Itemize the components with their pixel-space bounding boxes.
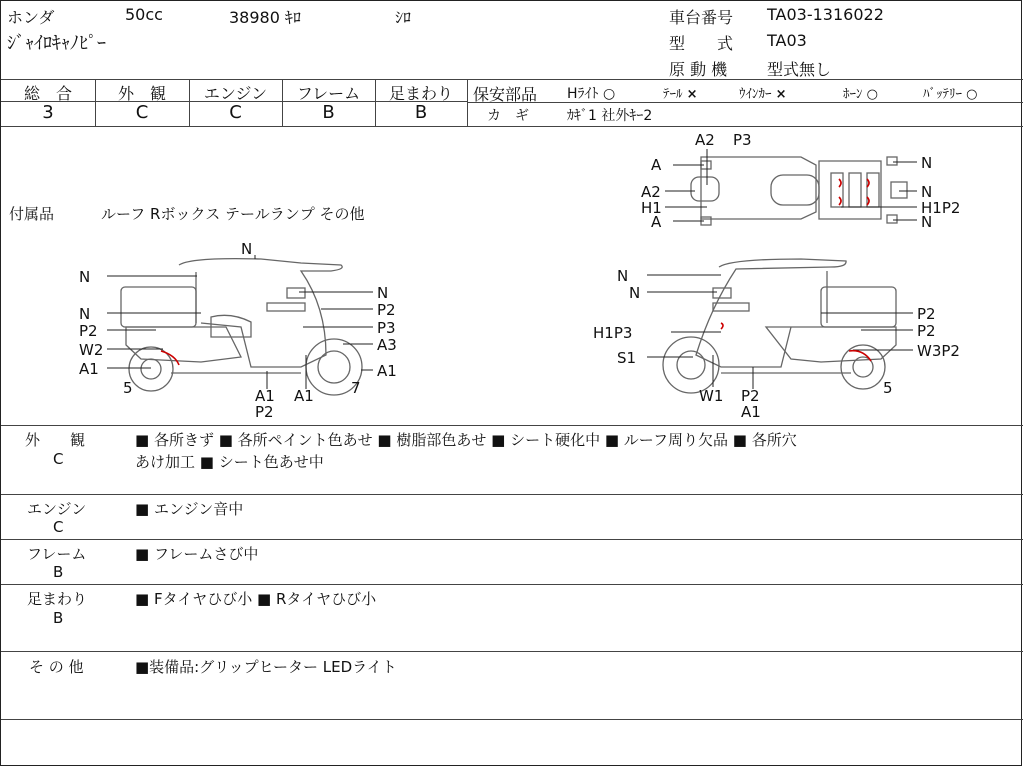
mark-circle-icon: ○ [602, 86, 616, 102]
section-frame-title: フレーム [27, 545, 87, 563]
grade-overall: 3 [42, 102, 54, 123]
mark-circle-icon: ○ [866, 87, 878, 102]
section-suspension-grade: B [53, 609, 64, 627]
section-exterior-title: 外 観 [25, 431, 86, 449]
section-frame-line-1: ■ フレームさび中 [135, 545, 259, 563]
left-label-n-top: N [241, 240, 253, 258]
safety-label: 保安部品 [473, 85, 538, 104]
type-label: 型 式 [669, 34, 734, 53]
accessories-label: 付属品 [9, 205, 55, 223]
mileage: 38980 ｷﾛ [229, 8, 301, 27]
grade-header-suspension: 足まわり [388, 84, 453, 103]
engine-value: 型式無し [767, 60, 832, 79]
section-exterior-line-2: あけ加工 ■ シート色あせ中 [135, 453, 324, 471]
left-label-a1-c: A1 [255, 387, 275, 405]
section-frame-grade: B [53, 563, 64, 581]
grade-exterior: C [135, 102, 149, 123]
left-label-p2: P2 [377, 301, 396, 319]
left-label-w2: W2 [79, 341, 104, 359]
safety-item-winker: ｳｲﾝｶｰ × [739, 87, 787, 102]
safety-item-headlight: Hﾗｲﾄ ○ [567, 86, 616, 102]
grade-header-overall: 総 合 [23, 84, 72, 103]
safety-item-battery: ﾊﾞｯﾃﾘｰ ○ [923, 87, 978, 102]
left-label-a1: A1 [79, 360, 99, 378]
key-value: ｶｷﾞ1 社外ｷｰ2 [567, 108, 653, 124]
right-label-a1: A1 [741, 403, 761, 421]
section-exterior-line-1: ■ 各所きず ■ 各所ペイント色あせ ■ 樹脂部色あせ ■ シート硬化中 ■ ルーフ周り欠品 ■ 各所穴 [135, 431, 797, 449]
right-label-p2-c: P2 [741, 387, 760, 405]
left-label-a1-d: A1 [294, 387, 314, 405]
right-label-s1: S1 [617, 349, 637, 367]
section-suspension-line-1: ■ Fタイヤひび小 ■ Rタイヤひび小 [135, 590, 377, 608]
top-label-a2: A2 [695, 131, 715, 149]
left-label-p2-b: P2 [79, 322, 98, 340]
safety-item-tail: ﾃｰﾙ × [663, 87, 698, 102]
right-label-w1: W1 [699, 387, 724, 405]
color: ｼﾛ [395, 8, 412, 27]
frame-no: TA03-1316022 [767, 5, 884, 24]
top-label-a2-b: A2 [641, 183, 661, 201]
grade-engine: C [229, 102, 242, 123]
top-label-p3: P3 [733, 131, 752, 149]
section-other-line-1: ■装備品:グリップヒーター LEDライト [135, 658, 397, 676]
mark-circle-icon: ○ [966, 87, 978, 102]
model-name: ｼﾞｬｲﾛｷｬﾉﾋﾟｰ [7, 33, 106, 54]
mark-cross-icon: × [775, 87, 787, 102]
right-label-n-b: N [629, 284, 641, 302]
top-label-a: A [651, 156, 662, 174]
type-value: TA03 [767, 31, 807, 50]
section-exterior-grade: C [53, 450, 64, 468]
frame-no-label: 車台番号 [669, 8, 734, 27]
grade-suspension: B [414, 102, 428, 123]
left-label-5: 5 [123, 379, 133, 397]
top-label-n: N [921, 154, 933, 172]
right-label-p2-b: P2 [917, 322, 936, 340]
top-label-n-b: N [921, 183, 933, 201]
left-label-n-b: N [79, 305, 91, 323]
right-side-view-outline [663, 259, 896, 393]
grade-header-engine: エンジン [203, 84, 268, 103]
mark-cross-icon: × [686, 87, 698, 102]
right-label-p2: P2 [917, 305, 936, 323]
right-label-5: 5 [883, 379, 893, 397]
top-label-h1: H1 [641, 199, 662, 217]
section-engine-title: エンジン [27, 500, 87, 518]
right-label-n: N [617, 267, 629, 285]
left-label-a3: A3 [377, 336, 397, 354]
left-label-7: 7 [351, 379, 361, 397]
section-engine-line-1: ■ エンジン音中 [135, 500, 244, 518]
damage-marks [161, 179, 871, 365]
right-label-h1p3: H1P3 [593, 324, 633, 342]
top-label-h1p2: H1P2 [921, 199, 961, 217]
key-label: カ ギ [487, 108, 529, 124]
engine-label: 原 動 機 [669, 60, 728, 79]
section-suspension-title: 足まわり [27, 590, 88, 608]
displacement: 50cc [125, 5, 163, 24]
vehicle-diagram [1, 127, 1023, 425]
left-label-n: N [79, 268, 91, 286]
section-engine-grade: C [53, 518, 64, 536]
left-label-p2-c: P2 [255, 403, 274, 421]
left-label-n-c: N [377, 284, 389, 302]
grade-header-frame: フレーム [296, 84, 361, 103]
grade-header-exterior: 外 観 [117, 84, 166, 103]
right-label-w3p2: W3P2 [917, 342, 960, 360]
maker: ホンダ [7, 8, 55, 27]
left-label-a1-b: A1 [377, 362, 397, 380]
accessories-value: ルーフ Rボックス テールランプ その他 [101, 205, 365, 223]
grade-frame: B [322, 102, 335, 123]
top-label-n-c: N [921, 213, 933, 231]
top-label-a-b: A [651, 213, 662, 231]
top-view-outline [691, 157, 907, 225]
section-other-title: そ の 他 [29, 658, 84, 676]
left-label-p3: P3 [377, 319, 396, 337]
safety-item-horn: ﾎｰﾝ ○ [843, 87, 878, 102]
